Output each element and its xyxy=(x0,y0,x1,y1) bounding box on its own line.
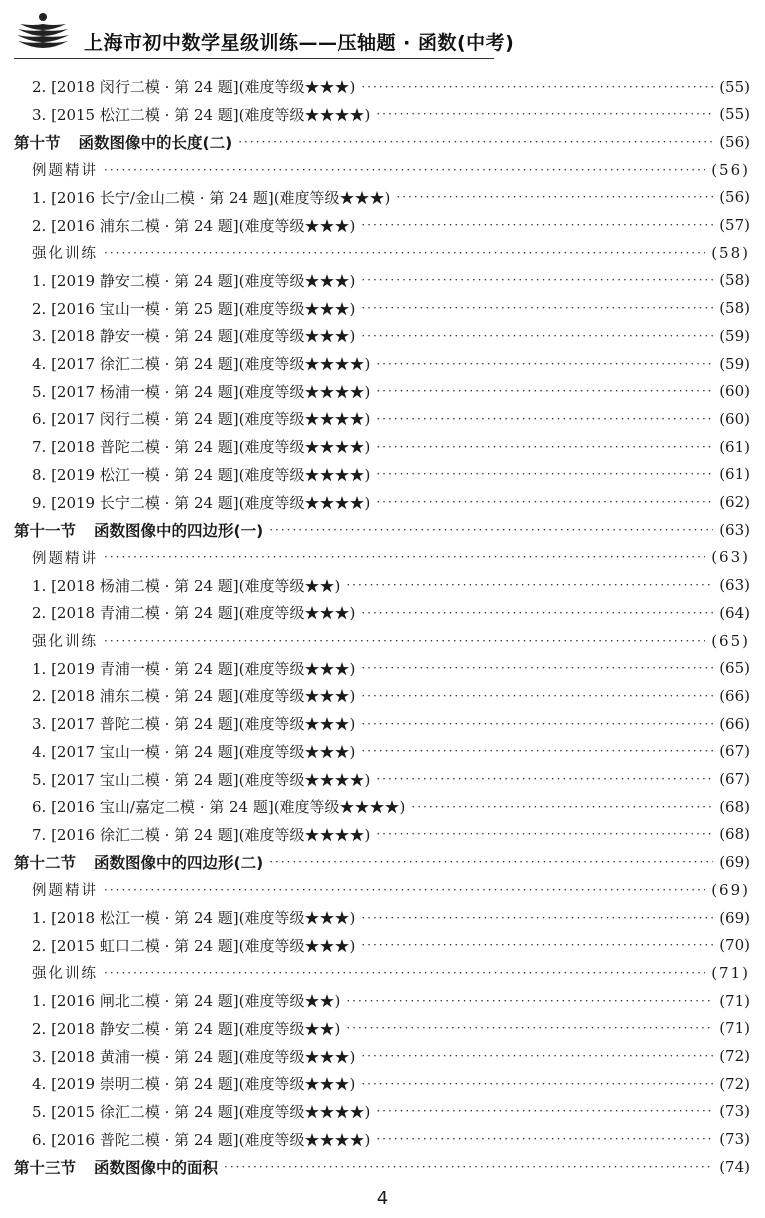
section-title: 函数图像中的面积 xyxy=(94,1158,219,1177)
toc-entry[interactable] xyxy=(32,987,750,1014)
dot-leader xyxy=(361,328,713,344)
entry-label: 2. [2016 浦东二模 · 第 24 题](难度等级★★★) xyxy=(32,216,356,235)
subheading-label: 强化训练 xyxy=(32,966,98,983)
entry-label: 4. [2019 崇明二模 · 第 24 题](难度等级★★★) xyxy=(32,1075,356,1094)
dot-leader xyxy=(361,272,713,288)
page-reference: (72) xyxy=(719,1074,750,1093)
subheading-label: 强化训练 xyxy=(32,634,98,650)
entry-label: 9. [2019 长宁二模 · 第 24 题](难度等级★★★★) xyxy=(32,493,371,512)
dot-leader xyxy=(361,743,713,759)
toc-subheading[interactable] xyxy=(32,627,750,654)
entry-label: 1. [2018 松江一模 · 第 24 题](难度等级★★★) xyxy=(32,909,356,927)
entry-label: 3. [2018 静安一模 · 第 24 题](难度等级★★★) xyxy=(32,327,356,346)
page-number: 4 xyxy=(376,1188,389,1209)
dot-leader xyxy=(361,605,713,621)
page-reference: (66) xyxy=(719,686,750,705)
dot-leader xyxy=(346,1020,713,1036)
dot-leader xyxy=(361,937,713,953)
toc-section-heading[interactable] xyxy=(14,849,750,876)
page-reference: (62) xyxy=(719,493,750,511)
page-reference: (63) xyxy=(711,548,750,567)
entry-label: 3. [2017 普陀二模 · 第 24 题](难度等级★★★) xyxy=(32,715,356,734)
toc-entry[interactable] xyxy=(32,682,750,709)
entry-label: 5. [2015 徐汇二模 · 第 24 题](难度等级★★★★) xyxy=(32,1102,371,1121)
entry-label: 5. [2017 宝山二模 · 第 24 题](难度等级★★★★) xyxy=(32,770,371,789)
entry-label: 2. [2018 青浦二模 · 第 24 题](难度等级★★★) xyxy=(32,604,356,623)
dot-leader xyxy=(376,494,713,510)
page-reference: (61) xyxy=(719,437,750,456)
page-reference: (69) xyxy=(719,853,750,872)
page-reference: (65) xyxy=(719,659,750,678)
toc-section-heading[interactable] xyxy=(14,1153,750,1180)
page-reference: (63) xyxy=(719,576,750,595)
page-reference: (68) xyxy=(719,825,750,844)
toc-subheading[interactable] xyxy=(32,239,750,266)
page-reference: (64) xyxy=(719,603,750,622)
dot-leader xyxy=(269,522,713,538)
dot-leader xyxy=(361,660,713,676)
section-title: 函数图像中的四边形(一) xyxy=(94,521,264,540)
dot-leader xyxy=(104,882,705,898)
page-reference: (73) xyxy=(719,1102,750,1121)
page-reference: (60) xyxy=(719,382,750,401)
toc-entry[interactable] xyxy=(32,710,750,737)
entry-label: 1. [2019 静安二模 · 第 24 题](难度等级★★★) xyxy=(32,271,356,290)
entry-label: 1. [2016 长宁/金山二模 · 第 24 题](难度等级★★★) xyxy=(32,188,391,207)
entry-label: 2. [2018 浦东二模 · 第 24 题](难度等级★★★) xyxy=(32,687,356,706)
toc-entry[interactable] xyxy=(32,599,750,626)
page-reference: (67) xyxy=(719,742,750,761)
toc-entry[interactable] xyxy=(32,267,750,294)
subheading-label: 强化训练 xyxy=(32,246,98,263)
page-reference: (56) xyxy=(711,160,750,179)
toc-entry[interactable] xyxy=(32,489,750,516)
toc-entry[interactable] xyxy=(32,350,750,377)
dot-leader xyxy=(269,854,713,870)
toc-entry[interactable] xyxy=(32,1070,750,1097)
page-reference: (72) xyxy=(719,1047,750,1065)
dot-leader xyxy=(346,993,713,1009)
dot-leader xyxy=(104,245,705,261)
dot-leader xyxy=(104,965,705,981)
dot-leader xyxy=(361,1048,713,1064)
dot-leader xyxy=(411,799,713,815)
toc-subheading[interactable] xyxy=(32,156,750,183)
page-reference: (74) xyxy=(719,1157,750,1176)
dot-leader xyxy=(224,1159,713,1175)
toc-entry[interactable] xyxy=(32,295,750,322)
page-reference: (61) xyxy=(719,465,750,484)
dot-leader xyxy=(361,1076,713,1092)
section-title: 函数图像中的四边形(二) xyxy=(94,854,264,873)
toc-entry[interactable] xyxy=(32,322,750,349)
page-reference: (71) xyxy=(719,991,750,1010)
entry-label: 2. [2018 静安二模 · 第 24 题](难度等级★★) xyxy=(32,1019,341,1038)
dot-leader xyxy=(376,826,713,842)
page-reference: (66) xyxy=(719,714,750,733)
toc-entry[interactable] xyxy=(32,1126,750,1153)
page-reference: (71) xyxy=(719,1019,750,1038)
entry-label: 4. [2017 宝山一模 · 第 24 题](难度等级★★★) xyxy=(32,742,356,761)
toc-entry[interactable] xyxy=(32,1043,750,1070)
dot-leader xyxy=(376,383,713,399)
subheading-label: 例题精讲 xyxy=(32,883,98,900)
entry-label: 4. [2017 徐汇二模 · 第 24 题](难度等级★★★★) xyxy=(32,355,371,373)
page-reference: (70) xyxy=(719,936,750,955)
toc-entry[interactable] xyxy=(32,378,750,405)
page-reference: (63) xyxy=(719,520,750,539)
dot-leader xyxy=(361,716,713,732)
page-reference: (55) xyxy=(719,105,750,124)
page-reference: (69) xyxy=(719,908,750,927)
dot-leader xyxy=(361,300,713,316)
dot-leader xyxy=(376,771,713,787)
toc-entry[interactable] xyxy=(32,1098,750,1125)
toc-entry[interactable] xyxy=(32,433,750,460)
entry-label: 6. [2016 普陀二模 · 第 24 题](难度等级★★★★) xyxy=(32,1130,371,1149)
toc-entry[interactable] xyxy=(32,932,750,959)
page-reference: (56) xyxy=(719,188,750,207)
header-title: 上海市初中数学星级训练——压轴题 · 函数(中考) xyxy=(84,32,515,54)
toc-entry[interactable] xyxy=(32,1015,750,1042)
entry-label: 3. [2018 黄浦一模 · 第 24 题](难度等级★★★) xyxy=(32,1047,356,1066)
section-number: 第十二节 xyxy=(14,854,77,873)
section-number: 第十三节 xyxy=(14,1158,77,1177)
toc-entry[interactable] xyxy=(32,655,750,682)
section-title: 函数图像中的长度(二) xyxy=(78,133,233,152)
toc-entry[interactable] xyxy=(32,461,750,488)
entry-label: 1. [2016 闸北二模 · 第 24 题](难度等级★★) xyxy=(32,992,341,1011)
dot-leader xyxy=(376,106,713,122)
subheading-label: 例题精讲 xyxy=(32,163,98,180)
page-reference: (59) xyxy=(719,326,750,345)
entry-label: 8. [2019 松江一模 · 第 24 题](难度等级★★★★) xyxy=(32,465,371,484)
entry-label: 7. [2018 普陀二模 · 第 24 题](难度等级★★★★) xyxy=(32,438,371,457)
toc-entry[interactable] xyxy=(32,101,750,128)
page-reference: (68) xyxy=(719,797,750,816)
header-divider xyxy=(14,58,494,59)
subheading-label: 例题精讲 xyxy=(32,550,98,567)
entry-label: 5. [2017 杨浦一模 · 第 24 题](难度等级★★★★) xyxy=(32,382,371,401)
dot-leader xyxy=(361,217,713,233)
entry-label: 7. [2016 徐汇二模 · 第 24 题](难度等级★★★★) xyxy=(32,825,371,844)
dot-leader xyxy=(238,134,713,150)
page-header xyxy=(14,8,515,60)
page-reference: (56) xyxy=(719,132,750,151)
entry-label: 1. [2019 青浦一模 · 第 24 题](难度等级★★★) xyxy=(32,659,356,678)
entry-label: 2. [2016 宝山一模 · 第 25 题](难度等级★★★) xyxy=(32,299,356,318)
section-number: 第十一节 xyxy=(14,521,77,540)
page-reference: (59) xyxy=(719,354,750,373)
dot-leader xyxy=(346,577,713,593)
dot-leader xyxy=(361,910,713,926)
page-reference: (57) xyxy=(719,216,750,234)
page-reference: (58) xyxy=(719,271,750,290)
dot-leader xyxy=(376,1131,713,1147)
toc-section-heading[interactable] xyxy=(14,516,750,543)
toc-entry[interactable] xyxy=(32,904,750,931)
page-reference: (67) xyxy=(719,770,750,788)
toc-subheading[interactable] xyxy=(32,959,750,986)
dot-leader xyxy=(376,1103,713,1119)
page-reference: (71) xyxy=(711,963,750,982)
dot-leader xyxy=(396,189,713,205)
entry-label: 6. [2017 闵行二模 · 第 24 题](难度等级★★★★) xyxy=(32,410,371,429)
toc-entry[interactable] xyxy=(32,766,750,793)
dot-leader xyxy=(104,633,705,649)
dot-leader xyxy=(361,688,713,704)
dot-leader xyxy=(376,439,713,455)
toc-entry[interactable] xyxy=(32,212,750,239)
entry-label: 1. [2018 杨浦二模 · 第 24 题](难度等级★★) xyxy=(32,576,341,595)
toc-entry[interactable] xyxy=(32,73,750,100)
dot-leader xyxy=(376,356,713,372)
dot-leader xyxy=(361,79,713,95)
page-reference: (60) xyxy=(719,409,750,428)
section-number: 第十节 xyxy=(14,133,61,152)
toc-subheading[interactable] xyxy=(32,876,750,903)
toc-entry[interactable] xyxy=(32,572,750,599)
dot-leader xyxy=(376,411,713,427)
page-reference: (58) xyxy=(711,243,750,262)
toc-entry[interactable] xyxy=(32,405,750,432)
page-reference: (65) xyxy=(711,631,750,650)
dot-leader xyxy=(104,162,705,178)
entry-label: 6. [2016 宝山/嘉定二模 · 第 24 题](难度等级★★★★) xyxy=(32,798,406,817)
page-reference: (58) xyxy=(719,299,750,318)
toc-entry[interactable] xyxy=(32,821,750,848)
toc-subheading[interactable] xyxy=(32,544,750,571)
toc-section-heading[interactable] xyxy=(14,128,750,155)
entry-label: 2. [2015 虹口二模 · 第 24 题](难度等级★★★) xyxy=(32,936,356,955)
entry-label: 3. [2015 松江二模 · 第 24 题](难度等级★★★★) xyxy=(32,105,371,124)
page-reference: (55) xyxy=(719,77,750,96)
book-logo-icon xyxy=(14,10,72,54)
toc-entry[interactable] xyxy=(32,793,750,820)
page-reference: (69) xyxy=(711,880,750,899)
page-reference: (73) xyxy=(719,1130,750,1149)
toc-entry[interactable] xyxy=(32,184,750,211)
toc-entry[interactable] xyxy=(32,738,750,765)
entry-label: 2. [2018 闵行二模 · 第 24 题](难度等级★★★) xyxy=(32,78,356,96)
dot-leader xyxy=(104,549,705,565)
dot-leader xyxy=(376,466,713,482)
